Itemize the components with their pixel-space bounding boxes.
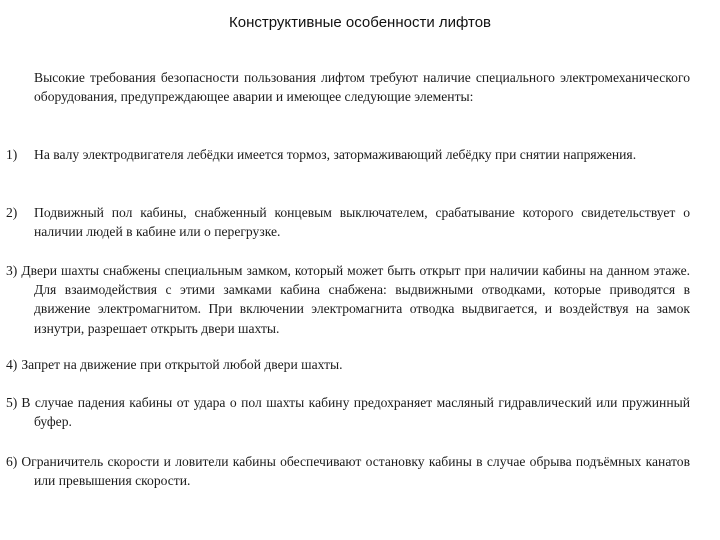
list-item-number: 5) <box>6 395 18 410</box>
list-item-6 <box>6 452 690 490</box>
list-item-number: 6) <box>6 454 18 469</box>
list-item-text: Ограничитель скорости и ловители кабины обеспечивают остановку кабины в случае обрыва подъёмных канатов или превышения скорости. <box>21 454 690 489</box>
list-item-text: На валу электродвигателя лебёдки имеется тормоз, затормаживающий лебёдку при снятии напряжения. <box>34 147 637 162</box>
list-item-1 <box>6 145 690 164</box>
list-item-3 <box>6 261 690 338</box>
list-item-text: Двери шахты снабжены специальным замком, который может быть открыт при наличии кабины на данном этаже. Для взаимодействия с этими замками кабина снабжена: выдвижными отводками, которые приводятся в движение электромагнитом. При включении электромагнита отводка выдвигается, и воздействуя на замок изнутри, разрешает открыть двери шахты. <box>21 263 690 336</box>
list-item-text: В случае падения кабины от удара о пол шахты кабину предохраняет масляный гидравлический или пружинный буфер. <box>21 395 690 430</box>
intro-paragraph: Высокие требования безопасности пользования лифтом требуют наличие специального электромеханического оборудования, предупреждающее аварии и имеющее следующие элементы: <box>34 70 690 105</box>
list-item-number: 4) <box>6 357 18 372</box>
page-title: Конструктивные особенности лифтов <box>228 14 492 31</box>
list-item-5 <box>6 393 690 431</box>
list-item-number: 1) <box>6 147 18 162</box>
list-item-number: 3) <box>6 263 18 278</box>
list-item-4 <box>6 355 690 374</box>
list-item-number: 2) <box>6 205 18 220</box>
list-item-text: Подвижный пол кабины, снабженный концевым выключателем, срабатывание которого свидетельствует о наличии людей в кабине или о перегрузке. <box>34 205 690 240</box>
list-item-text: Запрет на движение при открытой любой двери шахты. <box>21 357 343 372</box>
list-item-2 <box>6 203 690 241</box>
